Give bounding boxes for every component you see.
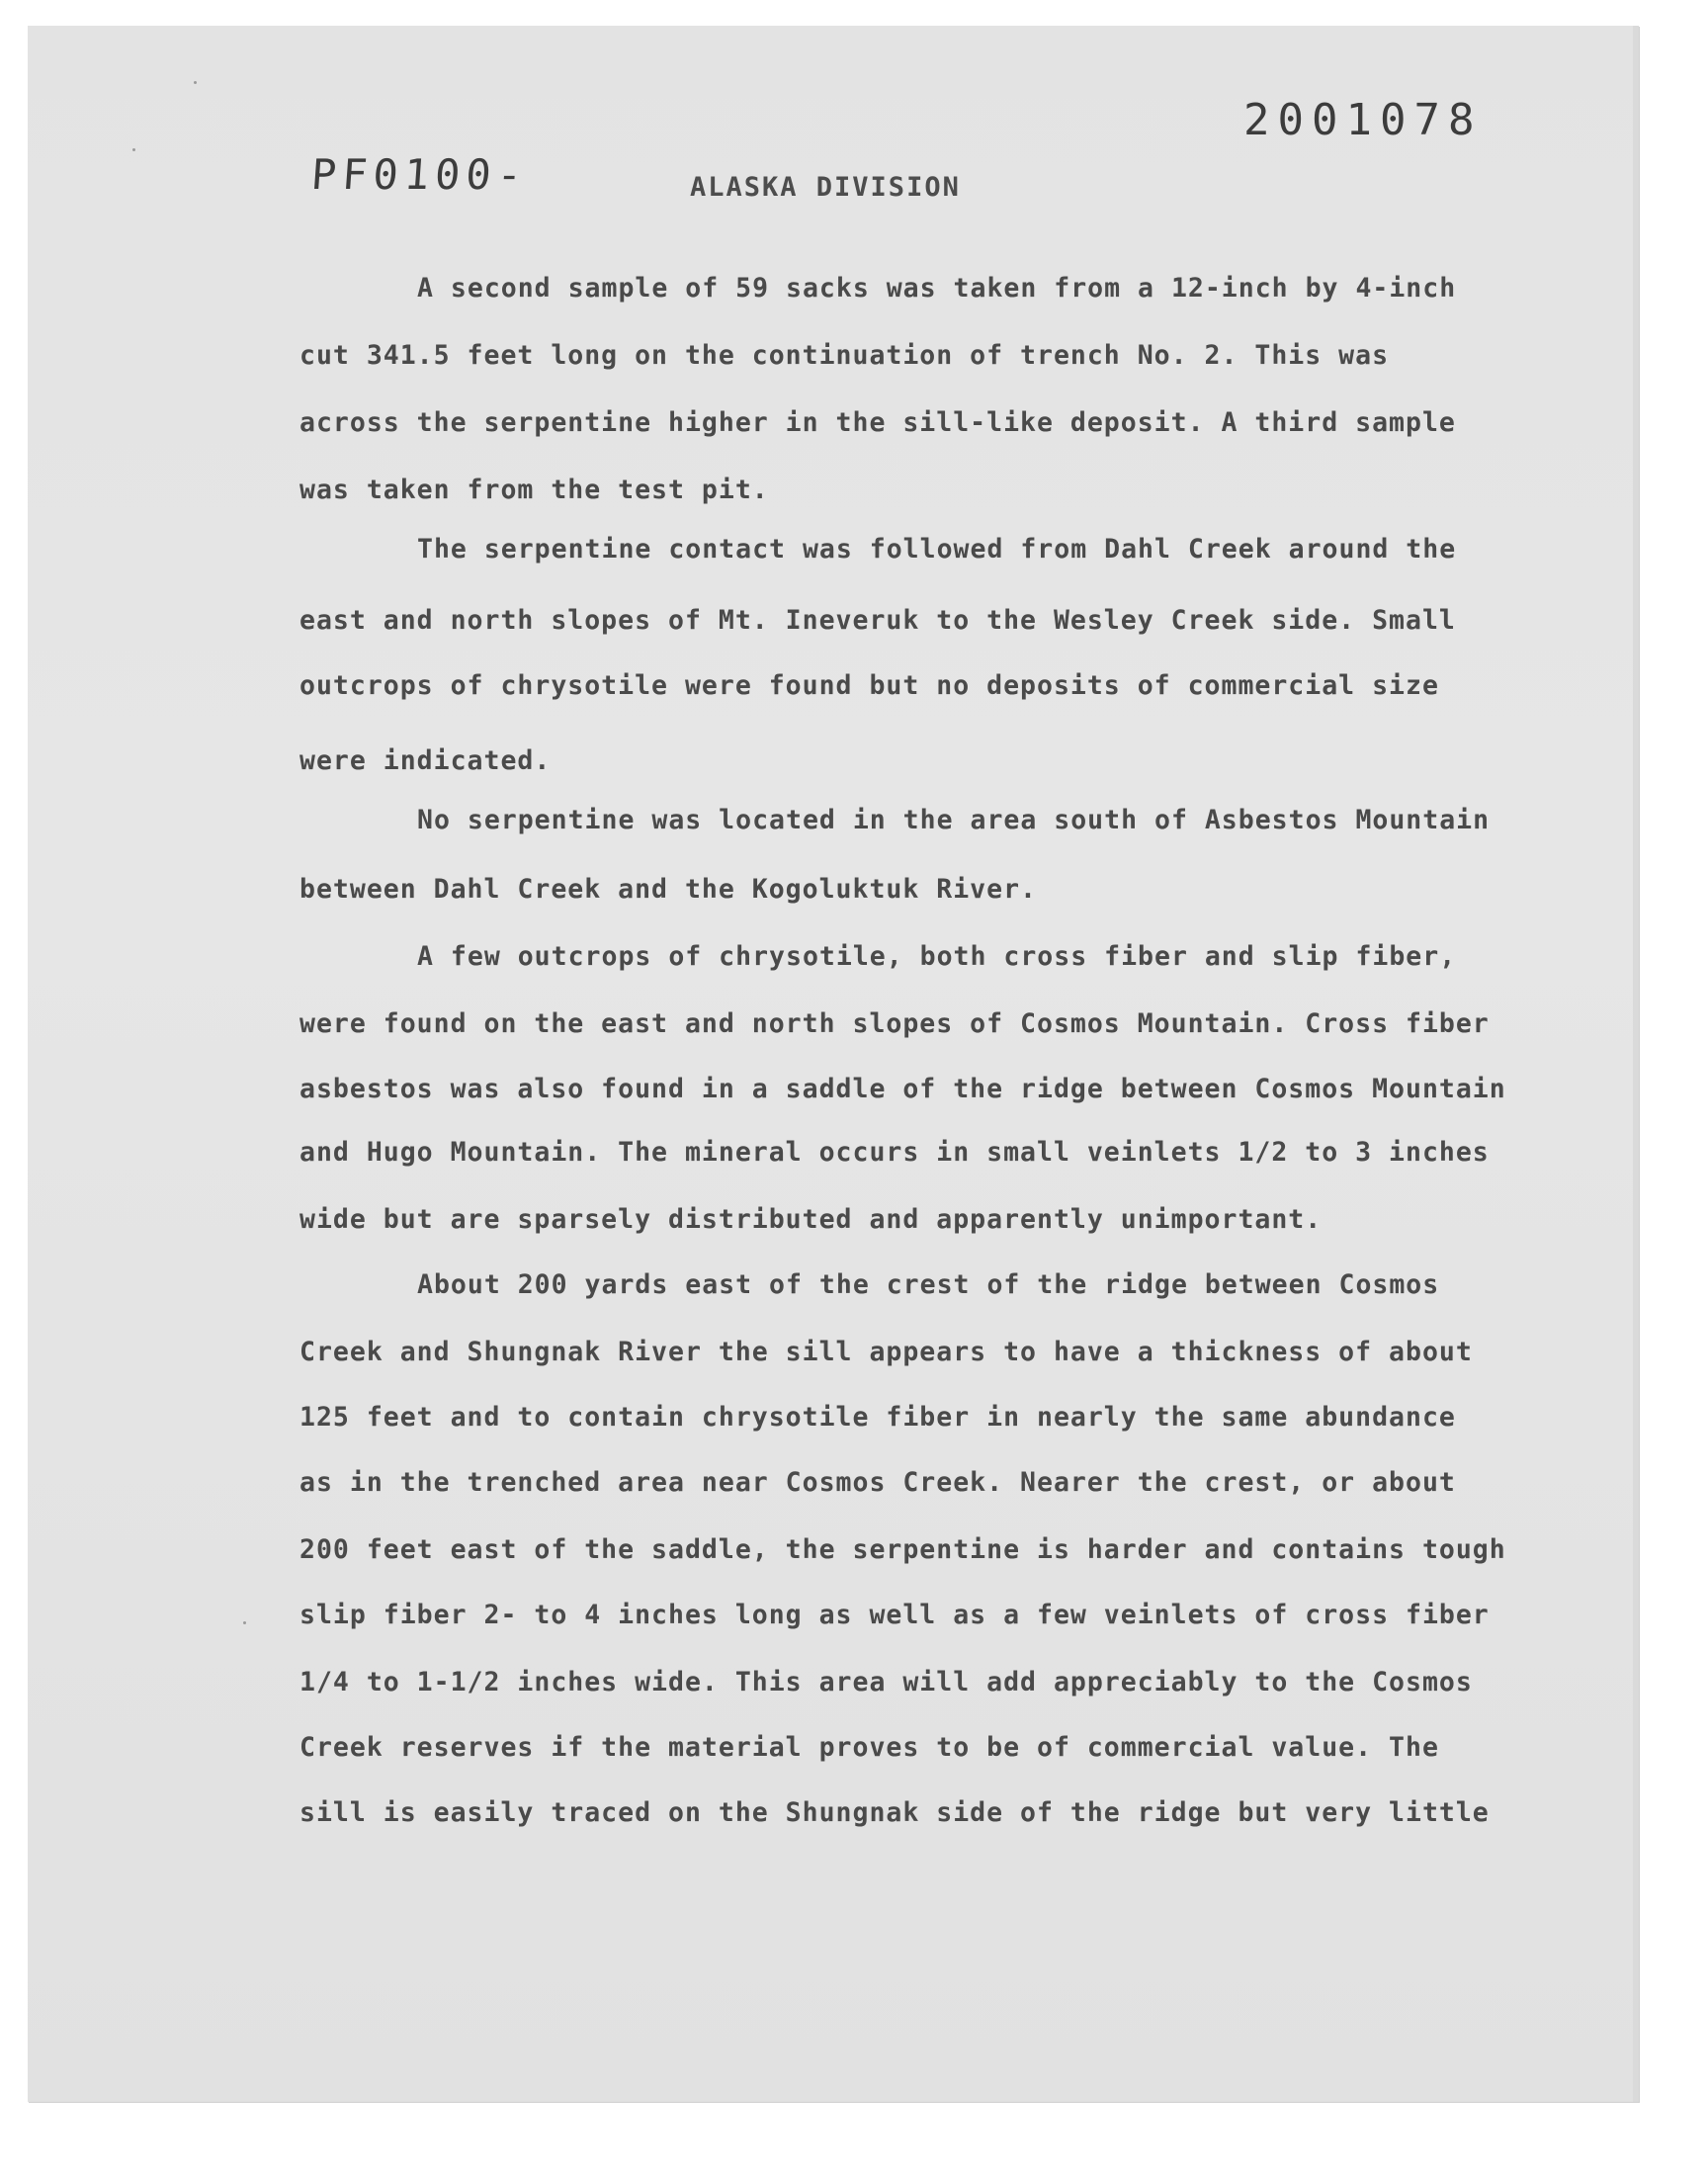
text-line: asbestos was also found in a saddle of the ridge between Cosmos Mountain (299, 1074, 1506, 1104)
text-line: outcrops of chrysotile were found but no deposits of commercial size (299, 670, 1439, 701)
text-line: and Hugo Mountain. The mineral occurs in small veinlets 1/2 to 3 inches (299, 1137, 1490, 1168)
speck (194, 81, 197, 84)
text-line: cut 341.5 feet long on the continuation of trench No. 2. This was (299, 340, 1390, 371)
text-line: A few outcrops of chrysotile, both cross fiber and slip fiber, (417, 941, 1457, 972)
text-line: 125 feet and to contain chrysotile fiber in nearly the same abundance (299, 1402, 1456, 1433)
text-line: as in the trenched area near Cosmos Creek. Nearer the crest, or about (299, 1467, 1456, 1498)
text-line: wide but are sparsely distributed and apparently unimportant. (299, 1204, 1323, 1235)
speck (132, 148, 135, 151)
text-line: The serpentine contact was followed from Dahl Creek around the (417, 534, 1457, 565)
reference-number-right: 2001078 (1243, 95, 1483, 145)
text-line: were indicated. (299, 745, 552, 776)
text-line: sill is easily traced on the Shungnak side of the ridge but very little (299, 1797, 1490, 1828)
text-line: were found on the east and north slopes of Cosmos Mountain. Cross fiber (299, 1008, 1490, 1039)
text-line: Creek and Shungnak River the sill appears to have a thickness of about (299, 1337, 1473, 1367)
text-line: About 200 yards east of the crest of the ridge between Cosmos (417, 1269, 1440, 1300)
text-line: east and north slopes of Mt. Ineveruk to the Wesley Creek side. Small (299, 605, 1456, 636)
paper-sheet (28, 26, 1639, 2102)
text-line: No serpentine was located in the area south of Asbestos Mountain (417, 805, 1491, 835)
text-line: slip fiber 2- to 4 inches long as well as a few veinlets of cross fiber (299, 1600, 1490, 1630)
text-line: across the serpentine higher in the sill-like deposit. A third sample (299, 407, 1456, 438)
page-title: ALASKA DIVISION (690, 172, 961, 203)
text-line: 1/4 to 1-1/2 inches wide. This area will add appreciably to the Cosmos (299, 1667, 1473, 1697)
speck (243, 1621, 246, 1624)
text-line: 200 feet east of the saddle, the serpentine is harder and contains tough (299, 1534, 1506, 1565)
text-line: A second sample of 59 sacks was taken from a 12-inch by 4-inch (417, 273, 1457, 304)
text-line: Creek reserves if the material proves to be of commercial value. The (299, 1732, 1439, 1763)
reference-number-left: PF0100- (309, 150, 530, 199)
paper-edge (1633, 26, 1639, 2102)
text-line: between Dahl Creek and the Kogoluktuk River. (299, 874, 1037, 905)
text-line: was taken from the test pit. (299, 475, 769, 505)
